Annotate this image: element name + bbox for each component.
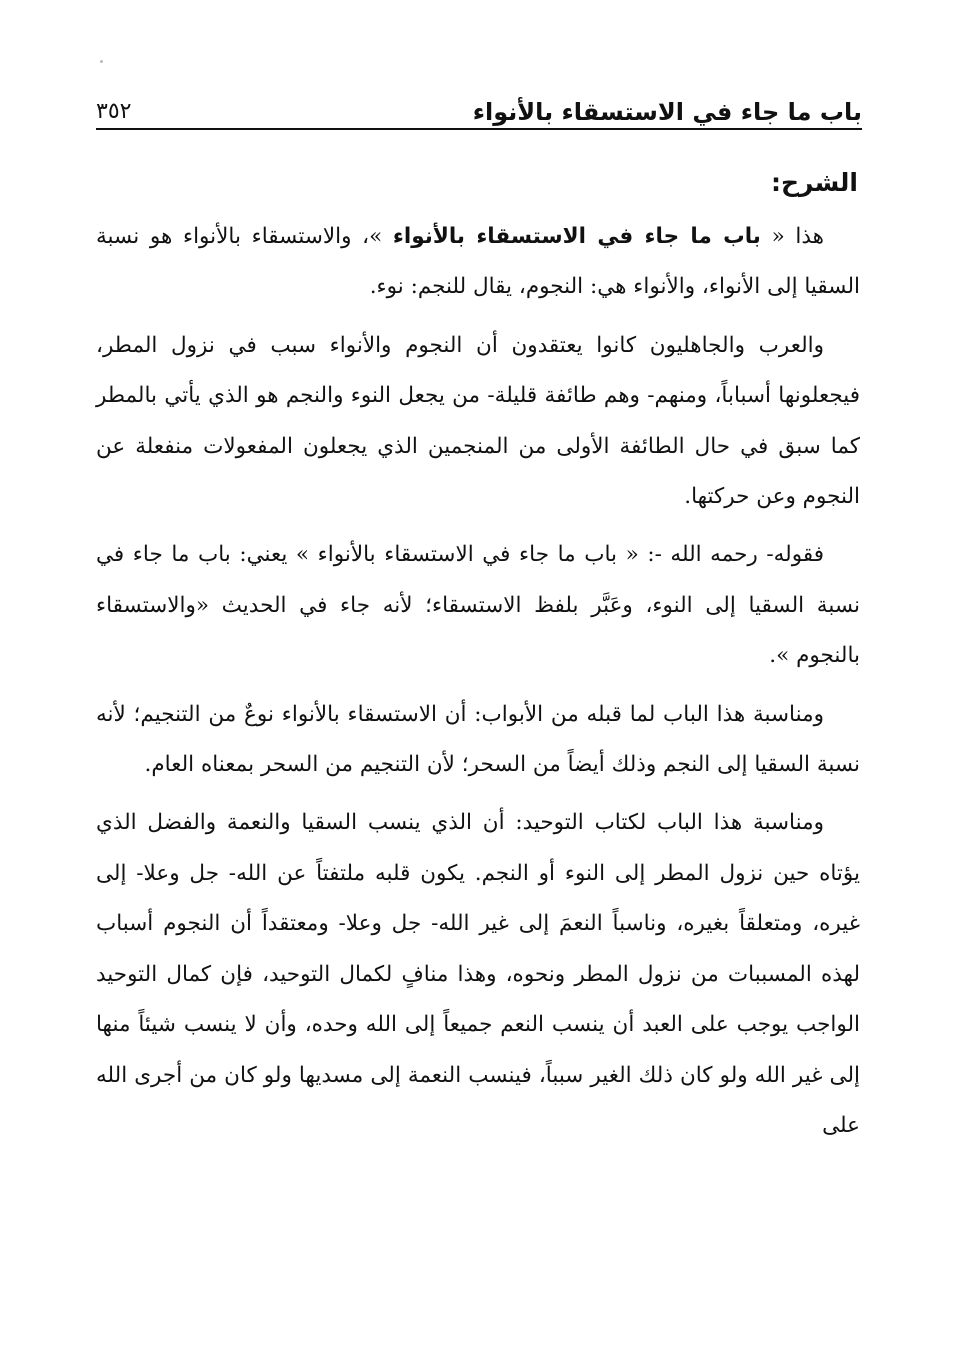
paragraph-2: والعرب والجاهليون كانوا يعتقدون أن النجوم والأنواء سبب في نزول المطر، فيجعلونها أسباباً، ومنهم- وهم طائفة قليلة- من يجعل النوء والنجم هو الذي يأتي بالمطر كما سبق في حال الطائفة الأولى من المنجمين الذي يجعلون المفعولات منفعلة عن النجوم وعن حركتها.: [96, 332, 860, 510]
header-rule: [96, 128, 862, 130]
paragraph-5: ومناسبة هذا الباب لكتاب التوحيد: أن الذي ينسب السقيا والنعمة والفضل الذي يؤتاه حين نزول المطر إلى النوء أو النجم. يكون قلبه ملتفتاً عن الله- جل وعلا- إلى غيره، ومتعلقاً بغيره، وناسباً النعمَ إلى غير الله- جل وعلا- ومعتقداً أن النجوم أسباب لهذه المسببات من نزول المطر ونحوه، وهذا منافٍ لكمال التوحيد، فإن كمال التوحيد الواجب يوجب على العبد أن ينسب النعم جميعاً إلى الله وحده، وأن لا ينسب شيئاً منها إلى غير الله ولو كان ذلك الغير سبباً، فينسب النعمة إلى مسديها ولو كان من أجرى الله على: [96, 810, 860, 1138]
paragraph-1: [96, 212, 860, 313]
paragraph-4: ومناسبة هذا الباب لما قبله من الأبواب: أن الاستسقاء بالأنواء نوعٌ من التنجيم؛ لأنه نسبة السقيا إلى النجم وذلك أيضاً من السحر؛ لأن التنجيم من السحر بمعناه العام.: [96, 701, 860, 778]
running-header: [96, 84, 862, 128]
paragraph-1-rest: »، والاستسقاء بالأنواء هو نسبة السقيا إلى الأنواء، والأنواء هي: النجوم، يقال للنجم: نوء.: [96, 224, 860, 300]
running-title: باب ما جاء في الاستسقاء بالأنواء: [472, 98, 862, 126]
paragraph-3: فقوله- رحمه الله -: « باب ما جاء في الاستسقاء بالأنواء » يعني: باب ما جاء في نسبة السقيا إلى النوء، وعَبَّر بلفظ الاستسقاء؛ لأنه جاء في الحديث «والاستسقاء بالنجوم ».: [96, 542, 860, 669]
section-heading: الشرح:: [771, 168, 858, 197]
page-body: [96, 156, 860, 1151]
paragraph-1-lead: هذا «: [760, 224, 824, 249]
page-number: ٣٥٢: [96, 99, 132, 124]
chapter-title-inline: باب ما جاء في الاستسقاء بالأنواء: [392, 224, 761, 249]
scan-speck: [100, 60, 103, 63]
